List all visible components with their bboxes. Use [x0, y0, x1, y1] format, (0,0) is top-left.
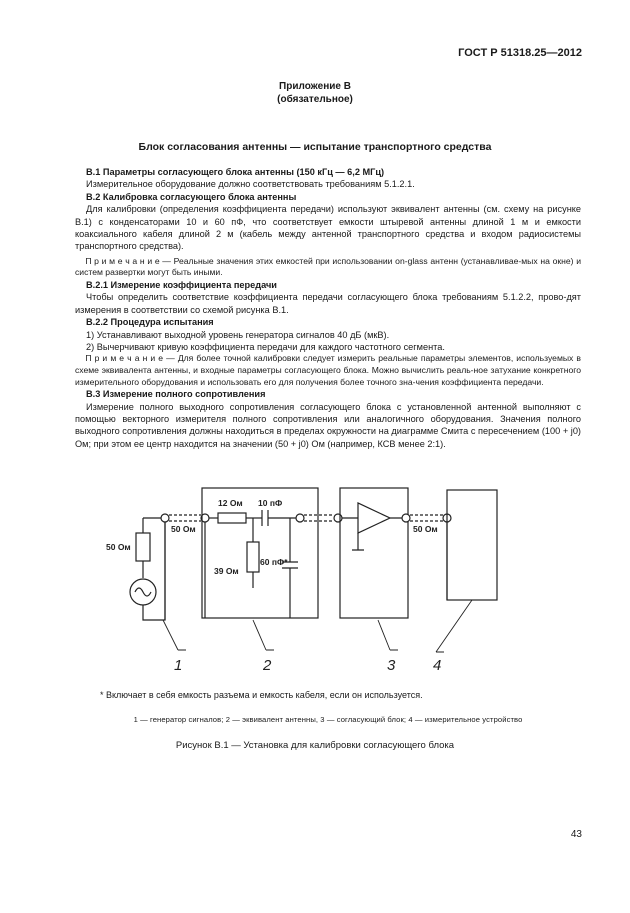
label-r-source: 50 Ом — [106, 542, 131, 552]
connector-2a — [296, 514, 304, 522]
section-b2-heading: В.2 Калибровка согласующего блока антенны — [86, 191, 297, 202]
section-b1-heading: В.1 Параметры согласующего блока антенны (150 кГц — 6,2 МГц) — [86, 167, 385, 177]
note-1: П р и м е ч а н и е — Реальные значения этих емкостей при использовании on-glass антенн (устанавливае-мых на окне) и систем развертки могут быть иными. — [75, 255, 581, 278]
connector-1a — [161, 514, 169, 522]
standard-header: ГОСТ Р 51318.25—2012 — [458, 47, 582, 59]
document-body — [75, 166, 581, 450]
section-b22-item-1: 1) Устанавливают выходной уровень генератора сигналов 40 дБ (мкВ). — [86, 329, 390, 340]
section-b22-item-2: 2) Вычерчивают кривую коэффициента передачи для каждого частотного сегмента. — [86, 342, 445, 353]
source-resistor — [136, 533, 150, 561]
callout-3: 3 — [387, 657, 396, 674]
series-capacitor — [262, 510, 268, 526]
section-b3-text: Измерение полного выходного сопротивления согласующего блока с установленной антенной выполняют с помощью векторного измерителя полного сопротивления или аналогичного оборудования. Значения полного выходного сопротивления должны находиться в пределах окружности на диаграмме Смита с пересечением (100 + j0) Ом; при этом ее центр находится на значении (50 + j0) Ом (например, КСВ менее 2:1). — [75, 401, 581, 449]
series-resistor — [218, 513, 246, 523]
figure-footnote: * Включает в себя емкость разъема и емкость кабеля, если он используется. — [100, 690, 423, 700]
callout-4: 4 — [433, 657, 442, 674]
section-b2-text: Для калибровки (определения коэффициента передачи) используют эквивалент антенны (см. схему на рисунке В.1) с конденсаторами 10 и 60 пФ, что соответствует емкости штыревой антенны длиной 1 м и емкости коаксиального кабеля длиной 2 м (кабель между антенной транспортного средства и входом радиосистемы транспортного средства). — [75, 204, 581, 252]
label-r-shunt: 39 Ом — [214, 566, 239, 576]
section-b21-heading: В.2.1 Измерение коэффициента передачи — [86, 280, 277, 291]
amplifier-symbol — [358, 503, 390, 533]
figure-b1-schematic — [0, 470, 630, 685]
appendix-subtitle: (обязательное) — [277, 94, 353, 105]
figure-caption: Рисунок В.1 — Установка для калибровки согласующего блока — [175, 740, 455, 751]
connector-3a — [402, 514, 410, 522]
matching-unit-box — [340, 488, 408, 618]
section-b1-text: Измерительное оборудование должно соответствовать требованиям 5.1.2.1. — [86, 179, 415, 190]
label-cable-right: 50 Ом — [413, 524, 438, 534]
callout-2: 2 — [263, 657, 272, 674]
section-b22-heading: В.2.2 Процедура испытания — [86, 317, 214, 328]
note-2: П р и м е ч а н и е — Для более точной калибровки следует измерить реальные параметры элементов, используемых в схеме эквивалента антенны, и входные параметры согласующего блока. Можно вычислить реаль-ное затухание конкретного измерительного оборудования и использовать его для получения более точного зна-чения коэффициента передачи. — [75, 353, 581, 387]
shunt-resistor — [247, 542, 259, 572]
label-c-series: 10 пФ — [258, 498, 283, 508]
label-r-series: 12 Ом — [218, 498, 243, 508]
label-c-shunt: 60 пФ* — [260, 557, 288, 567]
section-b3-heading: В.3 Измерение полного сопротивления — [86, 389, 266, 400]
figure-legend: 1 — генератор сигналов; 2 — эквивалент антенны, 3 — согласующий блок; 4 — измерительное устройство — [133, 715, 523, 724]
section-b21-text: Чтобы определить соответствие коэффициента передачи согласующего блока требованиям 5.1.2.2, прово-дят измерения в соответствии со схемой рисунка В.1. — [75, 292, 581, 315]
page-number: 43 — [570, 829, 582, 840]
main-title: Блок согласования антенны — испытание транспортного средства — [138, 141, 492, 153]
callout-1: 1 — [174, 657, 183, 674]
measuring-device-box — [447, 490, 497, 600]
connector-2b — [334, 514, 342, 522]
appendix-title: Приложение В — [279, 81, 351, 92]
sine-icon — [135, 588, 151, 596]
label-cable-left: 50 Ом — [171, 524, 196, 534]
